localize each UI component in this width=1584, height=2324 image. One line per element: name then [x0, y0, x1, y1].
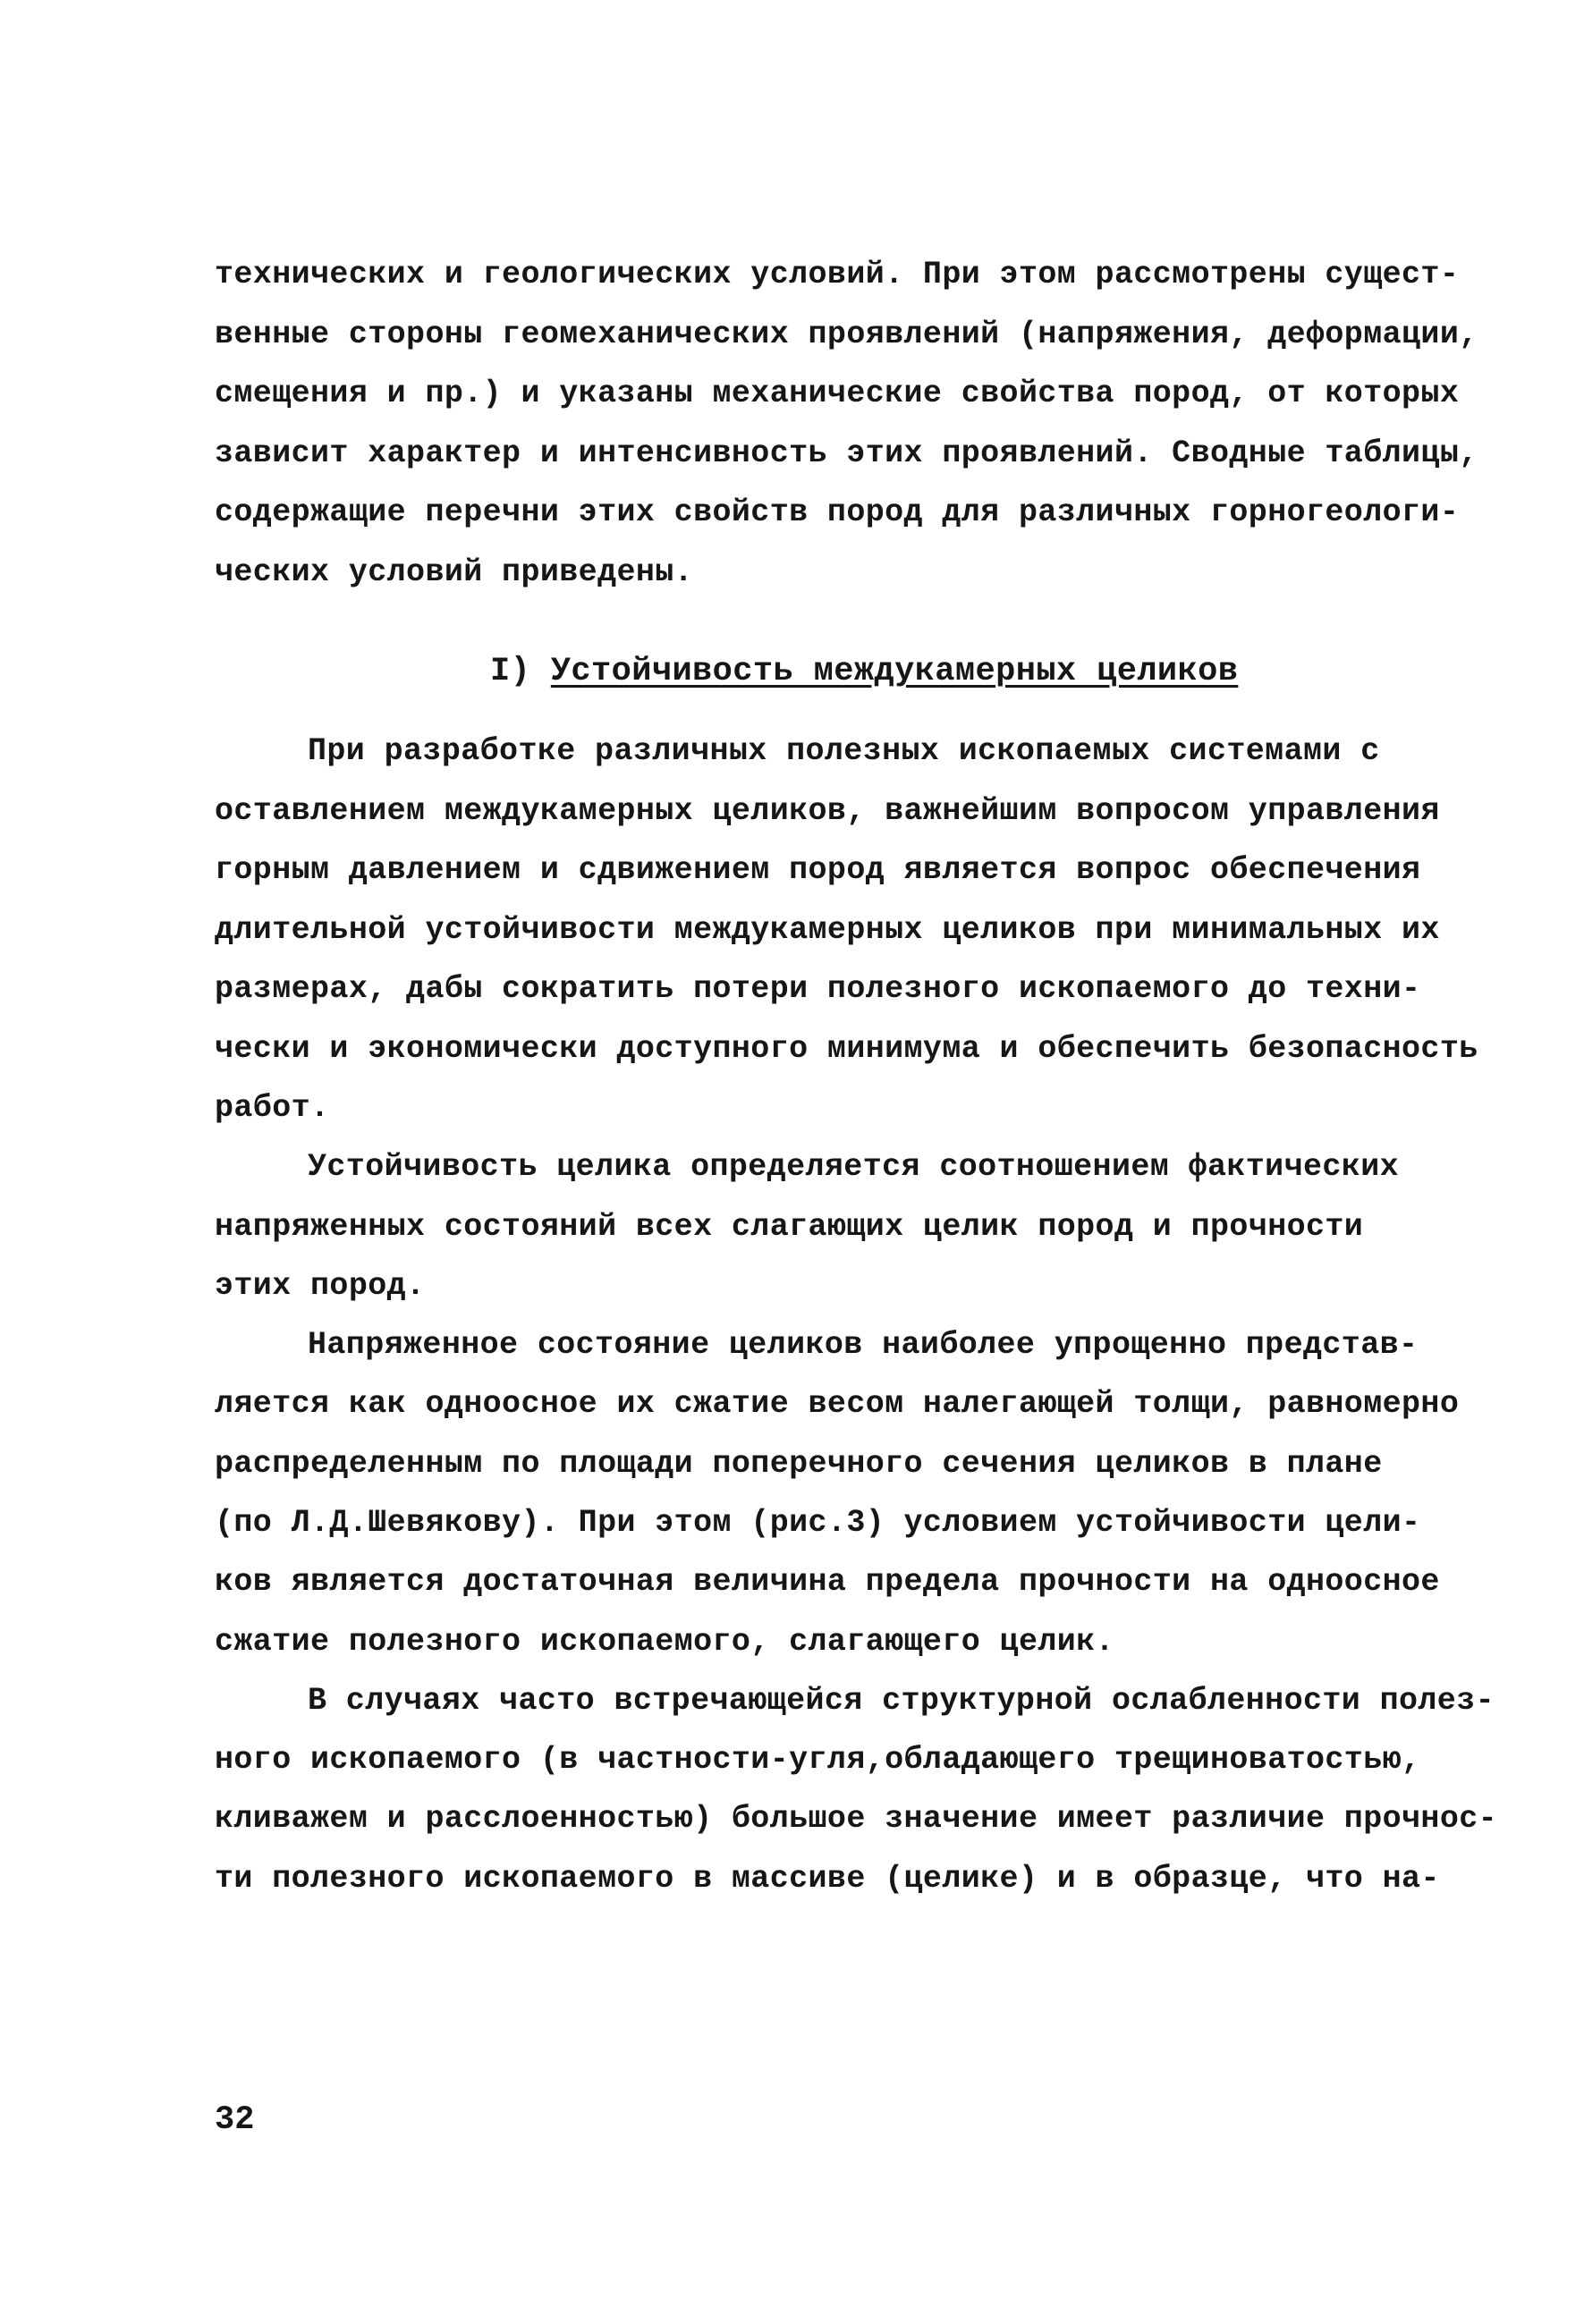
text-line: технических и геологических условий. При этом рассмотрены сущест- — [215, 257, 1460, 292]
text-line: работ. — [215, 1090, 330, 1126]
text-line: ческих условий приведены. — [215, 554, 694, 590]
page-number: 32 — [215, 2101, 255, 2139]
section-heading — [490, 655, 1238, 689]
text-line: смещения и пр.) и указаны механические свойства пород, от которых — [215, 376, 1460, 411]
text-line: горным давлением и сдвижением пород является вопрос обеспечения — [215, 852, 1421, 888]
section-title: Устойчивость междукамерных целиков — [550, 653, 1239, 690]
text-line: размерах, дабы сократить потери полезного ископаемого до техни- — [215, 971, 1421, 1007]
text-line: ти полезного ископаемого в массиве (целике) и в образце, что на- — [215, 1861, 1440, 1897]
text-line: оставлением междукамерных целиков, важнейшим вопросом управления — [215, 793, 1440, 829]
text-line: (по Л.Д.Шевякову). При этом (рис.3) условием устойчивости цели- — [215, 1505, 1421, 1541]
text-line: сжатие полезного ископаемого, слагающего целик. — [215, 1624, 1114, 1660]
text-line: венные стороны геомеханических проявлений (напряжения, деформации, — [215, 317, 1478, 352]
text-line: распределенным по площади поперечного сечения целиков в плане — [215, 1446, 1383, 1482]
text-line: кливажем и расслоенностью) большое значение имеет различие прочнос- — [215, 1801, 1498, 1837]
text-line: ляется как одноосное их сжатие весом налегающей толщи, равномерно — [215, 1386, 1460, 1422]
text-line: этих пород. — [215, 1268, 426, 1304]
text-line: Устойчивость целика определяется соотношением фактических — [308, 1149, 1399, 1185]
text-line: В случаях часто встречающейся структурной ослабленности полез- — [308, 1683, 1495, 1719]
text-line: напряженных состояний всех слагающих целик пород и прочности — [215, 1209, 1364, 1245]
text-line: длительной устойчивости междукамерных целиков при минимальных их — [215, 912, 1440, 948]
text-line: содержащие перечни этих свойств пород для различных горногеологи- — [215, 494, 1460, 530]
text-line: При разработке различных полезных ископаемых системами с — [308, 733, 1380, 769]
text-line: чески и экономически доступного минимума и обеспечить безопасность — [215, 1031, 1478, 1067]
text-line: ного ископаемого (в частности-угля,обладающего трещиноватостью, — [215, 1742, 1421, 1778]
text-line: зависит характер и интенсивность этих проявлений. Сводные таблицы, — [215, 435, 1478, 471]
text-line: Напряженное состояние целиков наиболее упрощенно представ- — [308, 1327, 1419, 1363]
section-number: I) — [490, 653, 531, 690]
text-line: ков является достаточная величина предела прочности на одноосное — [215, 1564, 1440, 1600]
